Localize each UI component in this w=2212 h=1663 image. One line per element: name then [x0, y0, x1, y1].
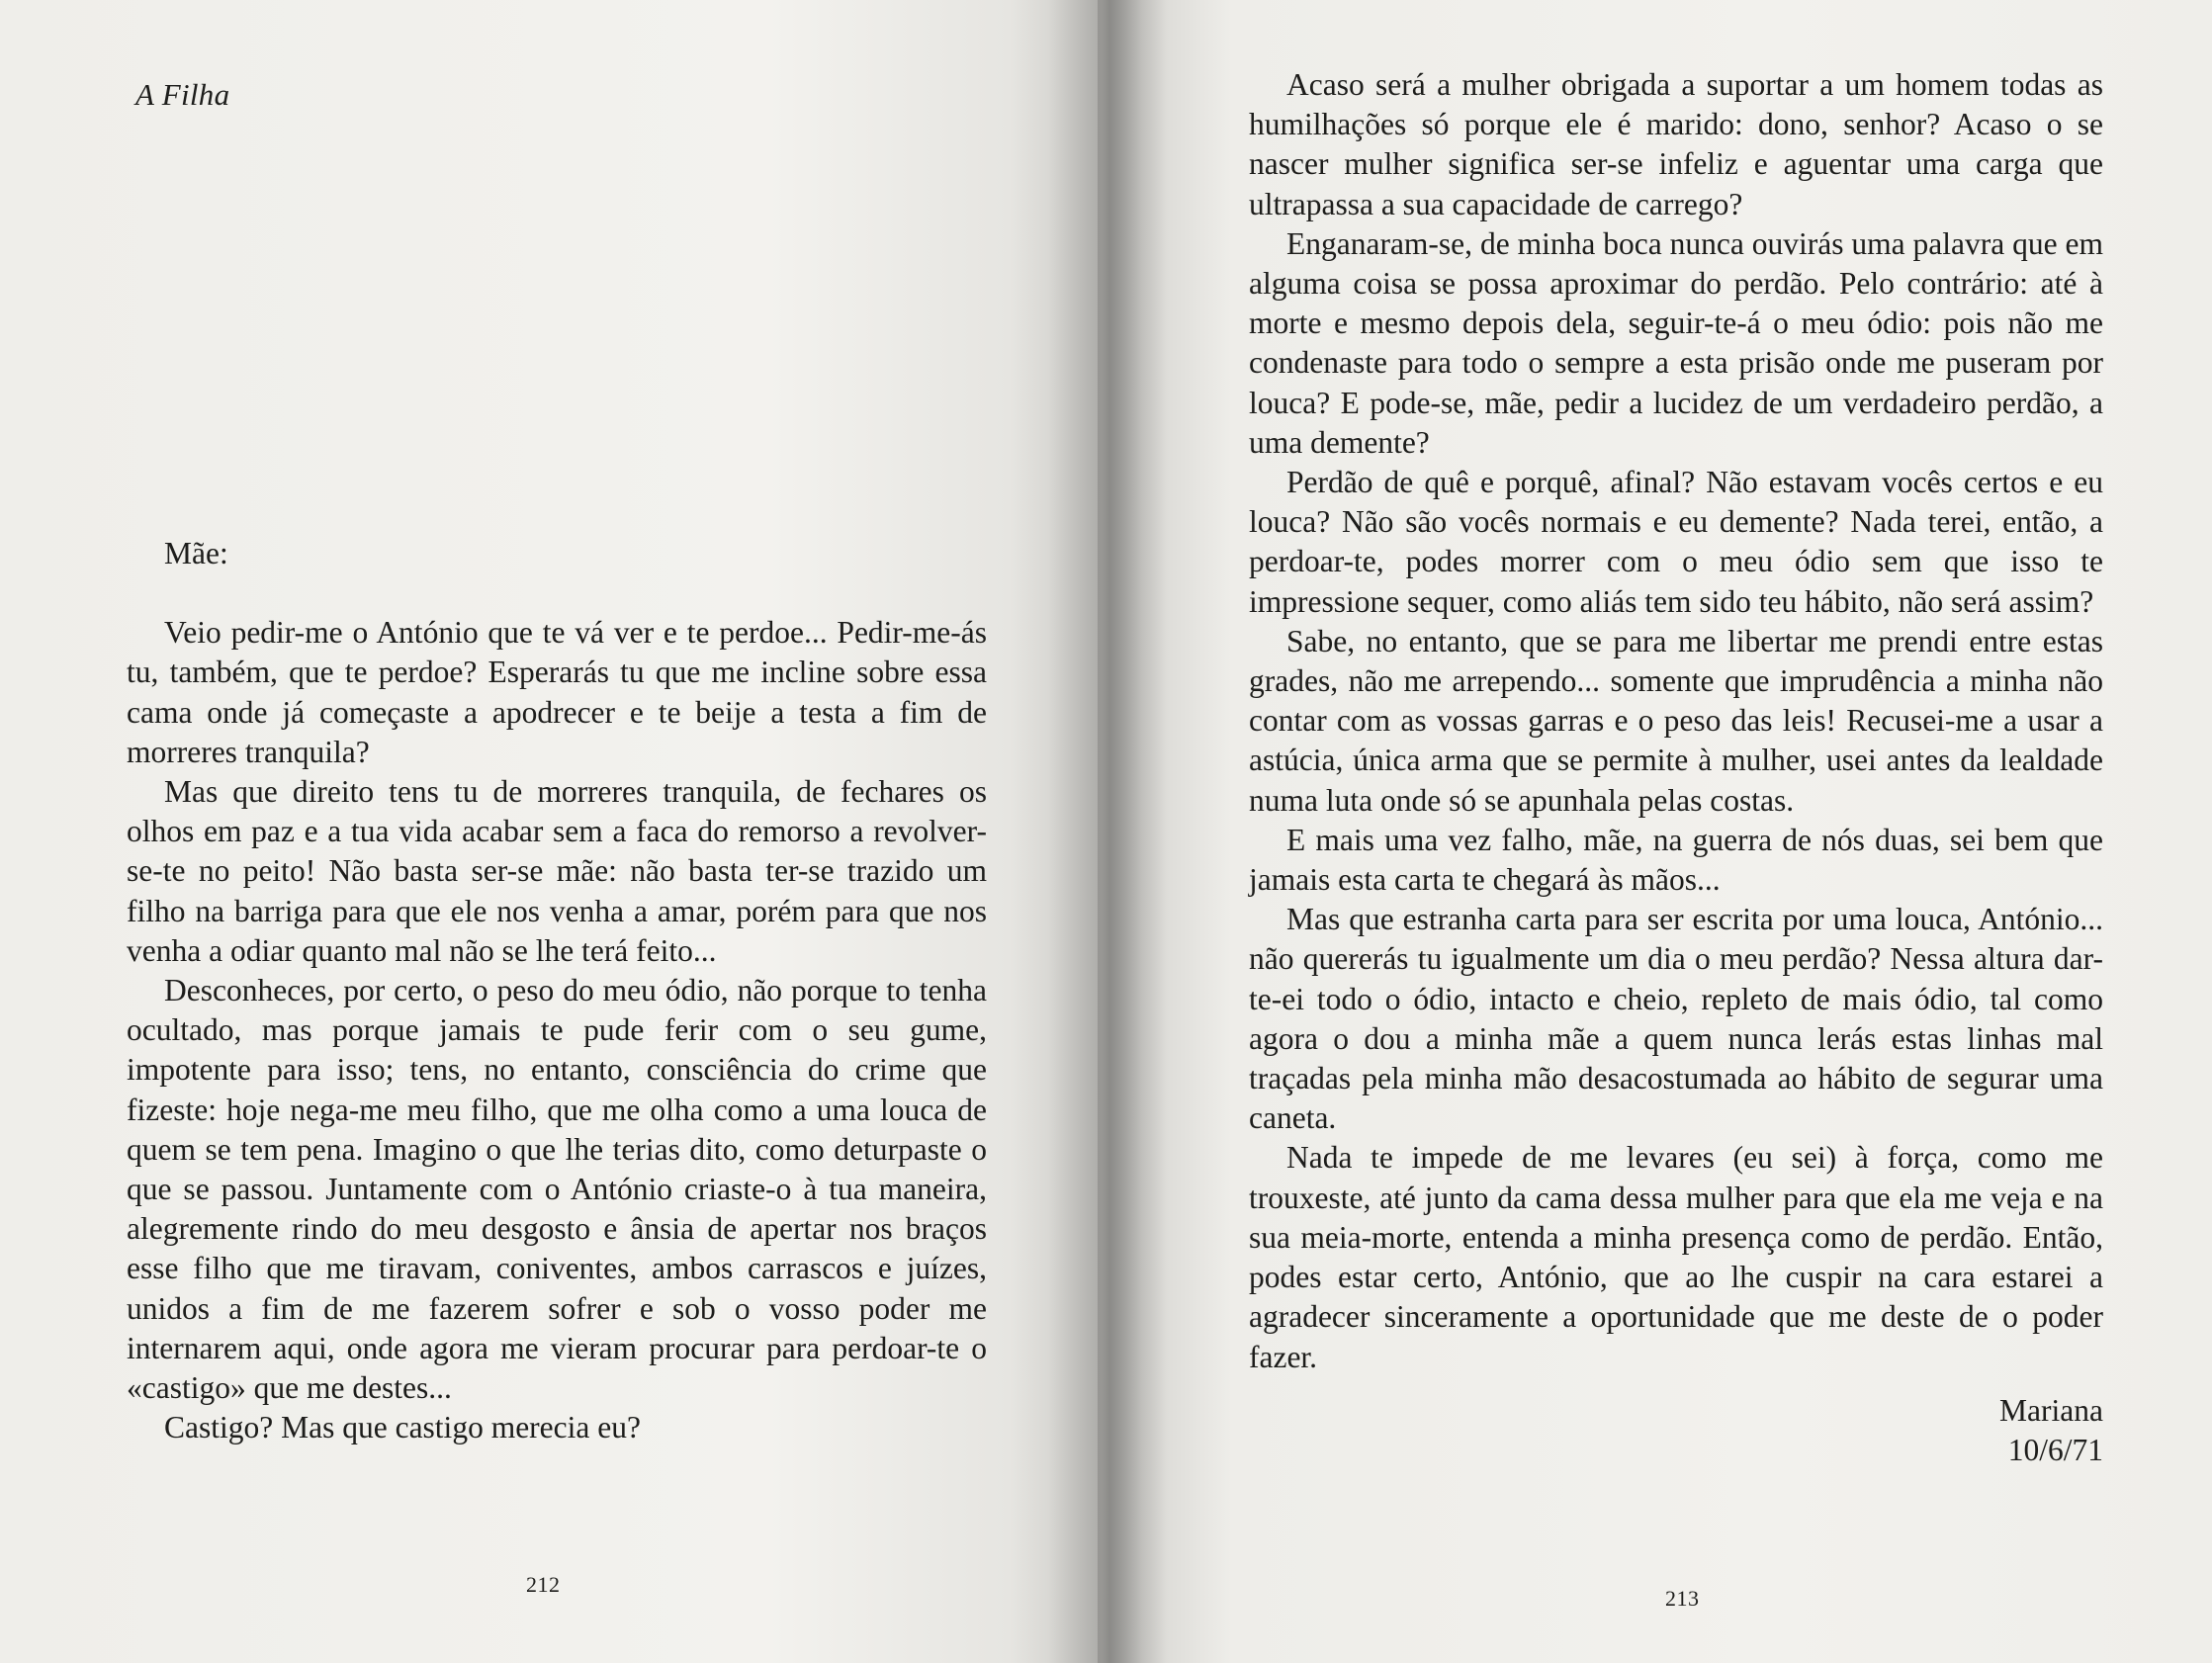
letter-signature: Mariana: [1999, 1392, 2103, 1428]
letter-date: 10/6/71: [2007, 1432, 2103, 1467]
running-head: A Filha: [135, 77, 230, 112]
paragraph: Mas que estranha carta para ser escrita por uma louca, António... não quererás tu igualmente um dia o meu perdão? Nessa altura dar-te-ei todo o ódio, intacto e cheio, repleto de mais ódio, tal como agora o dou a minha mãe a quem nunca lerás estas linhas mal traçadas pela minha mão desacostumada ao hábito de segurar uma caneta.: [1249, 902, 2103, 1136]
paragraph: Enganaram-se, de minha boca nunca ouvirás uma palavra que em alguma coisa se possa aproximar do perdão. Pelo contrário: até à morte e mesmo depois dela, seguir-te-á o meu ódio: pois não me condenaste para todo o sempre a esta prisão onde me puseram por louca? E pode-se, mãe, pedir a lucidez de um verdadeiro perdão, a uma demente?: [1249, 225, 2103, 460]
left-page: [0, 0, 1098, 1663]
paragraph: Mas que direito tens tu de morreres tranquila, de fechares os olhos em paz e a tua vida acabar sem a faca do remorso a revolver-se-te no peito! Não basta ser-se mãe: não basta ter-se trazido um filho na barriga para que ele nos venha a amar, porém para que nos venha a odiar quanto mal não se lhe terá feito...: [127, 774, 987, 968]
paragraph: E mais uma vez falho, mãe, na guerra de nós duas, sei bem que jamais esta carta te chegará às mãos...: [1249, 822, 2103, 898]
right-page: [1098, 0, 2212, 1663]
paragraph: Perdão de quê e porquê, afinal? Não estavam vocês certos e eu louca? Não são vocês normais e eu demente? Nada terei, então, a perdoar-te, podes morrer com o meu ódio sem que isso te impressione sequer, como aliás tem sido teu hábito, não será assim?: [1249, 465, 2103, 619]
letter-salutation: Mãe:: [164, 536, 228, 570]
right-text-block: [1249, 65, 2103, 1470]
paragraph: Acaso será a mulher obrigada a suportar a um homem todas as humilhações só porque ele é marido: dono, senhor? Acaso o se nascer mulher significa ser-se infeliz e aguentar uma carga que ultrapassa a sua capacidade de carrego?: [1249, 67, 2103, 221]
page-number-right: 213: [1665, 1586, 1700, 1611]
paragraph: Nada te impede de me levares (eu sei) à força, como me trouxeste, até junto da cama dessa mulher para que ela me veja e na sua meia-morte, entenda a minha presença como de perdão. Então, podes estar certo, António, que ao lhe cuspir na cara estarei a agradecer sinceramente a oportunidade que me deste de o poder fazer.: [1249, 1140, 2103, 1374]
paragraph: Veio pedir-me o António que te vá ver e te perdoe... Pedir-me-ás tu, também, que te perdoe? Esperarás tu que me incline sobre essa cama onde já começaste a apodrecer e te beije a testa a fim de morreres tranquila?: [127, 615, 987, 769]
paragraph: Sabe, no entanto, que se para me libertar me prendi entre estas grades, não me arrependo... somente que imprudência a minha não contar com as vossas garras e o peso das leis! Recusei-me a usar a astúcia, única arma que se permite à mulher, usei antes da lealdade numa luta onde só se apunhala pelas costas.: [1249, 623, 2103, 818]
paragraph: Castigo? Mas que castigo merecia eu?: [164, 1410, 641, 1445]
paragraph: Desconheces, por certo, o peso do meu ódio, não porque to tenha ocultado, mas porque jamais te pude ferir com o seu gume, impotente para isso; tens, no entanto, consciência do crime que fizeste: hoje nega-me meu filho, que me olha como a uma louca de quem se tem pena. Imagino o que lhe terias dito, como deturpaste o que se passou. Juntamente com o António criaste-o à tua maneira, alegremente rindo do meu desgosto e ânsia de apertar nos braços esse filho que me tiravam, coniventes, ambos carrascos e juízes, unidos a fim de me fazerem sofrer e sob o vosso poder me internarem aqui, onde agora me vieram procurar para perdoar-te o «castigo» que me destes...: [127, 973, 987, 1406]
left-text-block: [127, 534, 987, 1447]
page-number-left: 212: [526, 1572, 561, 1597]
